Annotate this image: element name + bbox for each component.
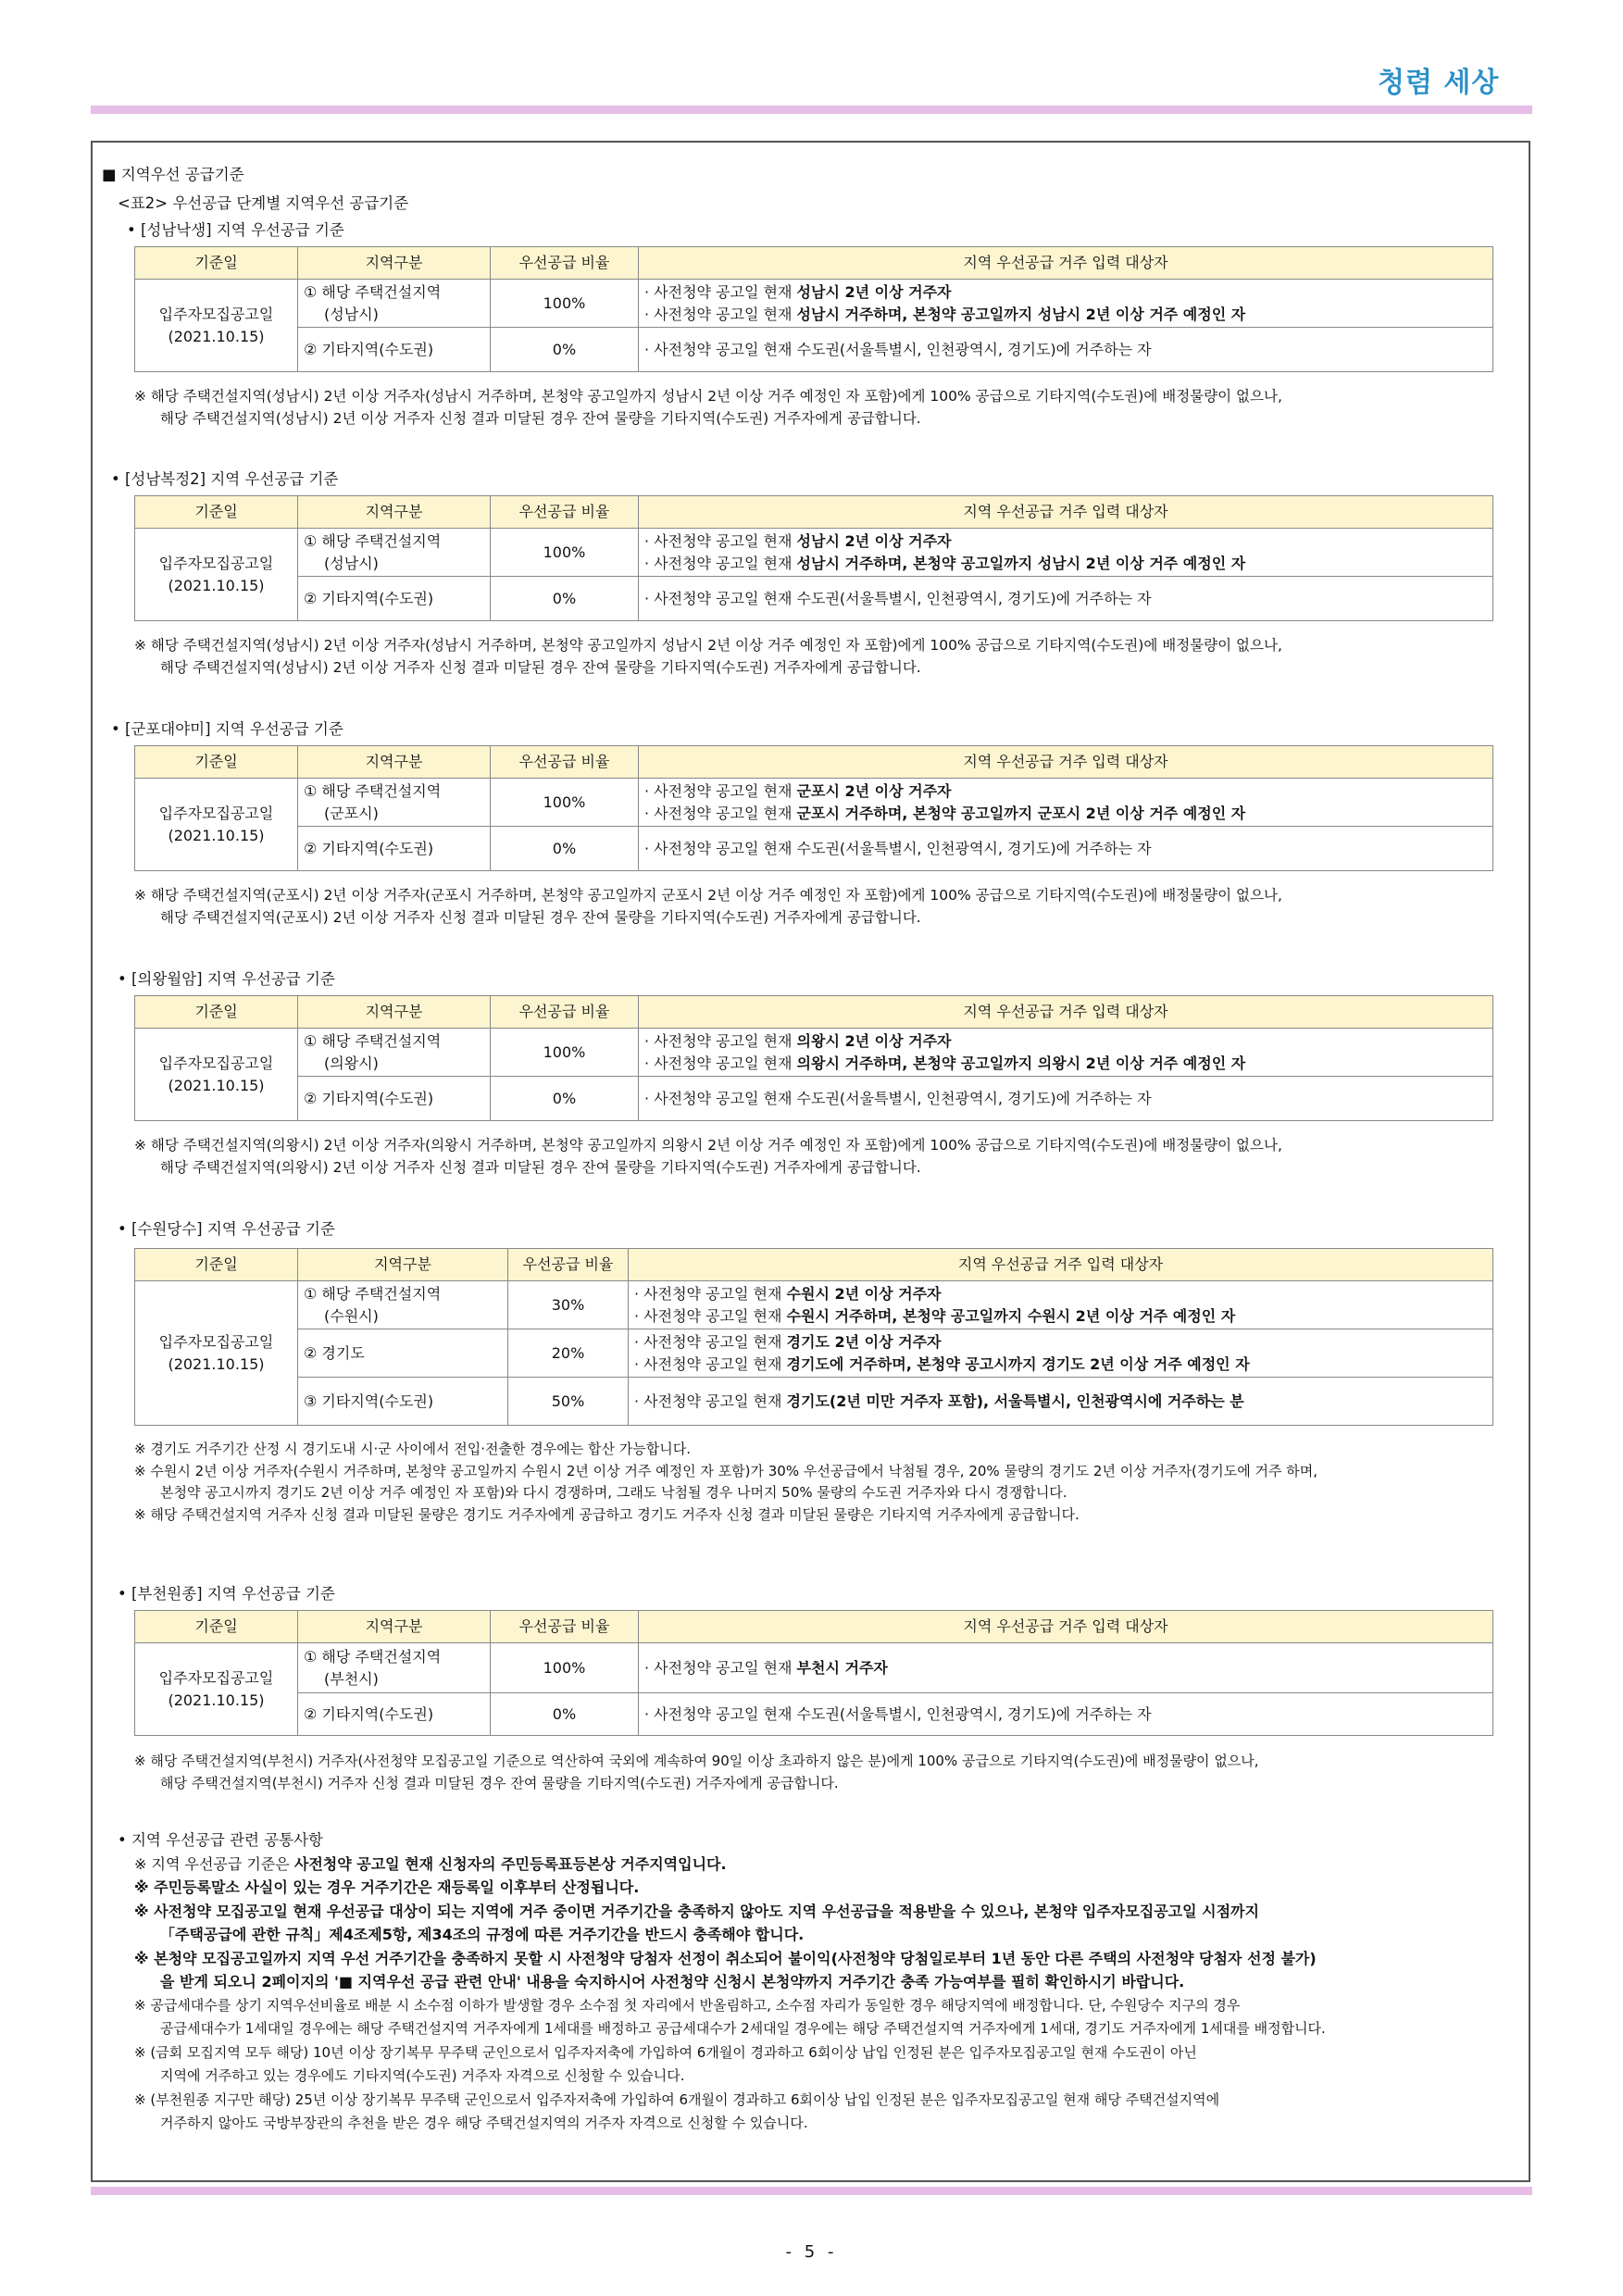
- common-note-cont: 공급세대수가 1세대일 경우에는 해당 주택건설지역 거주자에게 1세대를 배정하고 공급세대수가 2세대일 경우에는 해당 주택건설지역 거주자에게 1세대, 경기도 거주자에게 1세대를 배정합니다.: [160, 2020, 1326, 2037]
- col-region: 지역구분: [298, 996, 491, 1029]
- col-target: 지역 우선공급 거주 입력 대상자: [639, 496, 1493, 529]
- table-row: [135, 577, 1493, 621]
- section-heading: • [성남복정2] 지역 우선공급 기준: [111, 470, 339, 488]
- region-cell: [298, 1281, 508, 1329]
- target-cell: [639, 280, 1493, 328]
- col-target: 지역 우선공급 거주 입력 대상자: [639, 247, 1493, 280]
- col-target: 지역 우선공급 거주 입력 대상자: [639, 746, 1493, 779]
- common-note: ※ 공급세대수를 상기 지역우선비율로 배분 시 소수점 이하가 발생할 경우 소수점 첫 자리에서 반올림하고, 소수점 자리가 동일한 경우 해당지역에 배정합니다. 단, 수원당수 지구의 경우: [134, 1996, 1241, 2014]
- col-ratio: 우선공급 비율: [508, 1249, 629, 1281]
- target-cell: [629, 1329, 1493, 1378]
- basis-date-label: 입주자모집공고일: [158, 804, 274, 822]
- ratio-cell: 0%: [491, 827, 639, 871]
- basis-date-label: 입주자모집공고일: [158, 1054, 274, 1072]
- table-header-row: [135, 746, 1493, 779]
- basis-date-cell: [135, 779, 298, 871]
- target-cell: · 사전청약 공고일 현재 수도권(서울특별시, 인천광역시, 경기도)에 거주하는 자: [639, 577, 1493, 621]
- table-row: [135, 529, 1493, 577]
- region-label: ① 해당 주택건설지역: [304, 531, 442, 550]
- note-line: 해당 주택건설지역(성남시) 2년 이상 거주자 신청 결과 미달된 경우 잔여 물량을 기타지역(수도권) 거주자에게 공급합니다.: [160, 409, 921, 427]
- region-cell: [298, 1643, 491, 1693]
- table-header-row: [135, 1611, 1493, 1643]
- col-region: 지역구분: [298, 1611, 491, 1643]
- note-line: ※ 경기도 거주기간 산정 시 경기도내 시·군 사이에서 전입·전출한 경우에는 합산 가능합니다.: [134, 1441, 691, 1457]
- target-cell: · 사전청약 공고일 현재 수도권(서울특별시, 인천광역시, 경기도)에 거주하는 자: [639, 1077, 1493, 1121]
- ratio-cell: 0%: [491, 1693, 639, 1736]
- target-cell: · 사전청약 공고일 현재 수도권(서울특별시, 인천광역시, 경기도)에 거주하는 자: [639, 328, 1493, 372]
- note: [102, 1751, 1523, 1794]
- target-prefix: · 사전청약 공고일 현재: [644, 781, 797, 800]
- table-row: [135, 1643, 1493, 1693]
- note-line: ※ 해당 주택건설지역(군포시) 2년 이상 거주자(군포시 거주하며, 본청약 공고일까지 군포시 2년 이상 거주 예정인 자 포함)에게 100% 공급으로 기타지역(수도권)에 배정물량이 없으나,: [134, 887, 1282, 904]
- header-divider: [91, 106, 1532, 114]
- note: [102, 1135, 1523, 1179]
- section-heading: • [군포대야미] 지역 우선공급 기준: [111, 720, 343, 738]
- target-prefix: · 사전청약 공고일 현재: [644, 305, 797, 323]
- ratio-cell: 0%: [491, 577, 639, 621]
- table-row: [135, 1378, 1493, 1426]
- region-cell: [298, 529, 491, 577]
- note: [102, 386, 1523, 430]
- basis-date-value: (2021.10.15): [168, 576, 265, 594]
- page-number: - 5 -: [785, 2242, 838, 2262]
- col-ratio: 우선공급 비율: [491, 247, 639, 280]
- region-cell: ② 기타지역(수도권): [298, 1693, 491, 1736]
- supply-table: [134, 1248, 1493, 1426]
- table-row: [135, 1281, 1493, 1329]
- region-cell: ③ 기타지역(수도권): [298, 1378, 508, 1426]
- common-note-cont: 을 받게 되오니 2페이지의 '■ 지역우선 공급 관련 안내' 내용을 숙지하시어 사전청약 신청시 본청약까지 거주기간 충족 가능여부를 필히 확인하시기 바랍니다.: [160, 1973, 1185, 1990]
- col-region: 지역구분: [298, 247, 491, 280]
- basis-date-label: 입주자모집공고일: [158, 305, 274, 323]
- table-header-row: [135, 247, 1493, 280]
- common-note: ※ 사전청약 모집공고일 현재 우선공급 대상이 되는 지역에 거주 중이면 거주기간을 충족하지 않아도 지역 우선공급을 적용받을 수 있으나, 본청약 입주자모집공고일 시점까지: [134, 1902, 1259, 1920]
- ratio-cell: 100%: [491, 1643, 639, 1693]
- col-ratio: 우선공급 비율: [491, 1611, 639, 1643]
- region-cell: ② 기타지역(수도권): [298, 827, 491, 871]
- section-heading: • [의왕월암] 지역 우선공급 기준: [118, 970, 335, 988]
- supply-table: [134, 745, 1493, 871]
- region-city: (성남시): [324, 305, 379, 323]
- basis-date-label: 입주자모집공고일: [158, 1668, 274, 1687]
- target-prefix: · 사전청약 공고일 현재: [644, 1031, 797, 1050]
- note-line: ※ 해당 주택건설지역 거주자 신청 결과 미달된 물량은 경기도 거주자에게 공급하고 경기도 거주자 신청 결과 미달된 물량은 기타지역 거주자에게 공급합니다.: [134, 1505, 1080, 1523]
- basis-date-cell: [135, 280, 298, 372]
- region-label: ① 해당 주택건설지역: [304, 1647, 442, 1666]
- basis-date-value: (2021.10.15): [168, 1354, 265, 1373]
- target-emphasis: 경기도 2년 이상 거주자: [786, 1332, 942, 1351]
- common-note-cont: 거주하지 않아도 국방부장관의 추천을 받은 경우 해당 주택건설지역의 거주자 자격으로 신청할 수 있습니다.: [160, 2115, 808, 2131]
- supply-table: [134, 495, 1493, 621]
- target-cell: [639, 779, 1493, 827]
- target-emphasis: 경기도에 거주하며, 본청약 공고시까지 경기도 2년 이상 거주 예정인 자: [786, 1354, 1250, 1373]
- basis-date-cell: [135, 1281, 298, 1426]
- basis-date-value: (2021.10.15): [168, 826, 265, 844]
- note-line: 해당 주택건설지역(의왕시) 2년 이상 거주자 신청 결과 미달된 경우 잔여 물량을 기타지역(수도권) 거주자에게 공급합니다.: [160, 1158, 921, 1176]
- col-region: 지역구분: [298, 496, 491, 529]
- target-cell: [629, 1281, 1493, 1329]
- target-prefix: · 사전청약 공고일 현재: [644, 282, 797, 301]
- basis-date-value: (2021.10.15): [168, 327, 265, 345]
- target-cell: [629, 1378, 1493, 1426]
- target-prefix: · 사전청약 공고일 현재: [634, 1306, 787, 1325]
- target-emphasis: 성남시 2년 이상 거주자: [796, 282, 952, 301]
- note: [102, 635, 1523, 679]
- note-line: ※ 해당 주택건설지역(성남시) 2년 이상 거주자(성남시 거주하며, 본청약 공고일까지 성남시 2년 이상 거주 예정인 자 포함)에게 100% 공급으로 기타지역(수도권)에 배정물량이 없으나,: [134, 388, 1282, 405]
- ratio-cell: 50%: [508, 1378, 629, 1426]
- basis-date-value: (2021.10.15): [168, 1691, 265, 1709]
- supply-table: [134, 1610, 1493, 1736]
- ratio-cell: 100%: [491, 280, 639, 328]
- col-ratio: 우선공급 비율: [491, 496, 639, 529]
- target-emphasis: 성남시 거주하며, 본청약 공고일까지 성남시 2년 이상 거주 예정인 자: [796, 305, 1246, 323]
- target-emphasis: 의왕시 거주하며, 본청약 공고일까지 의왕시 2년 이상 거주 예정인 자: [796, 1054, 1246, 1072]
- target-prefix: · 사전청약 공고일 현재: [644, 1054, 797, 1072]
- table-row: [135, 779, 1493, 827]
- col-target: 지역 우선공급 거주 입력 대상자: [629, 1249, 1493, 1281]
- target-prefix: · 사전청약 공고일 현재: [634, 1332, 787, 1351]
- col-basis-date: 기준일: [135, 247, 298, 280]
- target-emphasis: 성남시 2년 이상 거주자: [796, 531, 952, 550]
- common-note-cont: 「주택공급에 관한 규칙」제4조제5항, 제34조의 규정에 따른 거주기간을 반드시 충족해야 합니다.: [160, 1926, 805, 1943]
- footer-divider: [91, 2187, 1532, 2195]
- region-label: ① 해당 주택건설지역: [304, 781, 442, 800]
- ratio-cell: 100%: [491, 529, 639, 577]
- region-cell: [298, 1029, 491, 1077]
- target-emphasis: 군포시 2년 이상 거주자: [796, 781, 952, 800]
- section-heading: • [부천원종] 지역 우선공급 기준: [118, 1585, 335, 1603]
- table-header-row: [135, 496, 1493, 529]
- common-note: ※ (부천원종 지구만 해당) 25년 이상 장기복무 무주택 군인으로서 입주자저축에 가입하여 6개월이 경과하고 6회이상 납입 인정된 분은 입주자모집공고일 현재 해당 주택건설지역에: [134, 2090, 1220, 2108]
- target-cell: [639, 1029, 1493, 1077]
- note: [102, 885, 1523, 929]
- col-basis-date: 기준일: [135, 746, 298, 779]
- section-gunpo-daeyami: [102, 718, 1523, 929]
- table-header-row: [135, 1249, 1493, 1281]
- target-prefix: · 사전청약 공고일 현재: [644, 554, 797, 572]
- ratio-cell: 20%: [508, 1329, 629, 1378]
- section-seongnam-naksaeng: [102, 219, 1523, 430]
- section-heading: • [성남낙생] 지역 우선공급 기준: [127, 221, 344, 239]
- target-emphasis: 부천시 거주자: [796, 1658, 888, 1677]
- note-line: ※ 해당 주택건설지역(부천시) 거주자(사전청약 모집공고일 기준으로 역산하여 국외에 계속하여 90일 이상 초과하지 않은 분)에게 100% 공급으로 기타지역(수도권)에 배정물량이 없으나,: [134, 1753, 1259, 1769]
- note-line: ※ 수원시 2년 이상 거주자(수원시 거주하며, 본청약 공고일까지 수원시 2년 이상 거주 예정인 자 포함)가 30% 우선공급에서 낙첨될 경우, 20% 물량의 경기도 2년 이상 거주자(경기도에 거주 하며,: [134, 1462, 1318, 1479]
- region-label: ① 해당 주택건설지역: [304, 1031, 442, 1050]
- region-city: (의왕시): [324, 1054, 379, 1072]
- col-region: 지역구분: [298, 746, 491, 779]
- common-note-cont: 지역에 거주하고 있는 경우에도 기타지역(수도권) 거주자 자격으로 신청할 수 있습니다.: [160, 2067, 685, 2084]
- section-uiwang-woram: [102, 968, 1523, 1179]
- region-city: (부천시): [324, 1669, 379, 1688]
- region-cell: ② 경기도: [298, 1329, 508, 1378]
- target-emphasis: 경기도(2년 미만 거주자 포함), 서울특별시, 인천광역시에 거주하는 분: [786, 1391, 1244, 1410]
- ratio-cell: 0%: [491, 1077, 639, 1121]
- target-emphasis: 성남시 거주하며, 본청약 공고일까지 성남시 2년 이상 거주 예정인 자: [796, 554, 1246, 572]
- col-basis-date: 기준일: [135, 1249, 298, 1281]
- supply-table: [134, 246, 1493, 372]
- table-row: [135, 1329, 1493, 1378]
- basis-date-cell: [135, 1029, 298, 1121]
- note-line: 해당 주택건설지역(성남시) 2년 이상 거주자 신청 결과 미달된 경우 잔여 물량을 기타지역(수도권) 거주자에게 공급합니다.: [160, 658, 921, 676]
- supply-table: [134, 995, 1493, 1121]
- note-line: 해당 주택건설지역(부천시) 거주자 신청 결과 미달된 경우 잔여 물량을 기타지역(수도권) 거주자에게 공급합니다.: [160, 1774, 839, 1791]
- section-suwon-dangsu: [102, 1218, 1523, 1526]
- target-emphasis: 수원시 2년 이상 거주자: [786, 1284, 942, 1303]
- basis-date-cell: [135, 529, 298, 621]
- region-cell: ② 기타지역(수도권): [298, 328, 491, 372]
- region-cell: [298, 779, 491, 827]
- section-heading: • 지역 우선공급 관련 공통사항: [118, 1831, 323, 1849]
- region-city: (군포시): [324, 804, 379, 822]
- col-basis-date: 기준일: [135, 996, 298, 1029]
- target-emphasis: 군포시 거주하며, 본청약 공고일까지 군포시 2년 이상 거주 예정인 자: [796, 804, 1246, 822]
- note-line: ※ 해당 주택건설지역(성남시) 2년 이상 거주자(성남시 거주하며, 본청약 공고일까지 성남시 2년 이상 거주 예정인 자 포함)에게 100% 공급으로 기타지역(수도권)에 배정물량이 없으나,: [134, 637, 1282, 654]
- region-city: (성남시): [324, 554, 379, 572]
- target-cell: [639, 1643, 1493, 1693]
- common-note-text: ※ 지역 우선공급 기준은: [134, 1854, 294, 1873]
- target-cell: [639, 529, 1493, 577]
- common-note: ※ (금회 모집지역 모두 해당) 10년 이상 장기복무 무주택 군인으로서 입주자저축에 가입하여 6개월이 경과하고 6회이상 납입 인정된 분은 입주자모집공고일 현재 수도권이 아닌: [134, 2043, 1197, 2061]
- common-note: ※ 주민등록말소 사실이 있는 경우 거주기간은 재등록일 이후부터 산정됩니다.: [134, 1878, 640, 1896]
- brand-logo: [1378, 59, 1526, 106]
- basis-date-cell: [135, 1643, 298, 1736]
- ratio-cell: 30%: [508, 1281, 629, 1329]
- common-note: ※ 본청약 모집공고일까지 지역 우선 거주기간을 충족하지 못할 시 사전청약 당첨자 선정이 취소되어 불이익(사전청약 당첨일로부터 1년 동안 다른 주택의 사전청약 당첨자 선정 불가): [134, 1949, 1317, 1967]
- section-common: [102, 1828, 1523, 2136]
- table-header-row: [135, 996, 1493, 1029]
- region-cell: [298, 280, 491, 328]
- col-ratio: 우선공급 비율: [491, 746, 639, 779]
- note-line: 본청약 공고시까지 경기도 2년 이상 거주 예정인 자 포함)와 다시 경쟁하며, 그래도 낙첨될 경우 나머지 50% 물량의 수도권 거주자와 다시 경쟁합니다.: [160, 1484, 1067, 1501]
- table-row: [135, 328, 1493, 372]
- table-row: [135, 1693, 1493, 1736]
- table-row: [135, 1077, 1493, 1121]
- target-cell: · 사전청약 공고일 현재 수도권(서울특별시, 인천광역시, 경기도)에 거주하는 자: [639, 1693, 1493, 1736]
- table-row: [135, 827, 1493, 871]
- target-cell: · 사전청약 공고일 현재 수도권(서울특별시, 인천광역시, 경기도)에 거주하는 자: [639, 827, 1493, 871]
- region-cell: ② 기타지역(수도권): [298, 1077, 491, 1121]
- region-city: (수원시): [324, 1306, 379, 1325]
- target-prefix: · 사전청약 공고일 현재: [644, 531, 797, 550]
- table-row: [135, 1029, 1493, 1077]
- note: [102, 1439, 1523, 1526]
- common-note: [102, 1853, 1523, 1877]
- table-row: [135, 280, 1493, 328]
- common-note-emphasis: 사전청약 공고일 현재 신청자의 주민등록표등본상 거주지역입니다.: [293, 1854, 727, 1873]
- ratio-cell: 100%: [491, 1029, 639, 1077]
- target-prefix: · 사전청약 공고일 현재: [634, 1284, 787, 1303]
- target-prefix: · 사전청약 공고일 현재: [634, 1354, 787, 1373]
- basis-date-label: 입주자모집공고일: [158, 1332, 274, 1351]
- target-emphasis: 수원시 거주하며, 본청약 공고일까지 수원시 2년 이상 거주 예정인 자: [786, 1306, 1236, 1325]
- col-ratio: 우선공급 비율: [491, 996, 639, 1029]
- region-cell: ② 기타지역(수도권): [298, 577, 491, 621]
- region-label: ① 해당 주택건설지역: [304, 282, 442, 301]
- logo-text: 청렴 세상: [1378, 67, 1500, 99]
- ratio-cell: 100%: [491, 779, 639, 827]
- target-prefix: · 사전청약 공고일 현재: [644, 804, 797, 822]
- col-target: 지역 우선공급 거주 입력 대상자: [639, 996, 1493, 1029]
- col-basis-date: 기준일: [135, 496, 298, 529]
- col-region: 지역구분: [298, 1249, 508, 1281]
- target-emphasis: 의왕시 2년 이상 거주자: [796, 1031, 952, 1050]
- note-line: 해당 주택건설지역(군포시) 2년 이상 거주자 신청 결과 미달된 경우 잔여 물량을 기타지역(수도권) 거주자에게 공급합니다.: [160, 908, 921, 926]
- section-seongnam-bokjeong2: [102, 468, 1523, 679]
- col-target: 지역 우선공급 거주 입력 대상자: [639, 1611, 1493, 1643]
- note-line: ※ 해당 주택건설지역(의왕시) 2년 이상 거주자(의왕시 거주하며, 본청약 공고일까지 의왕시 2년 이상 거주 예정인 자 포함)에게 100% 공급으로 기타지역(수도권)에 배정물량이 없으나,: [134, 1137, 1282, 1154]
- region-label: ① 해당 주택건설지역: [304, 1284, 442, 1303]
- section-heading: • [수원당수] 지역 우선공급 기준: [118, 1220, 335, 1238]
- table-caption: <표2> 우선공급 단계별 지역우선 공급기준: [118, 194, 409, 212]
- target-prefix: · 사전청약 공고일 현재: [634, 1391, 787, 1410]
- basis-date-value: (2021.10.15): [168, 1076, 265, 1094]
- section-bucheon-wonjong: [102, 1583, 1523, 1794]
- ratio-cell: 0%: [491, 328, 639, 372]
- target-prefix: · 사전청약 공고일 현재: [644, 1658, 797, 1677]
- basis-date-label: 입주자모집공고일: [158, 554, 274, 572]
- section-title: ■ 지역우선 공급기준: [102, 166, 244, 183]
- col-basis-date: 기준일: [135, 1611, 298, 1643]
